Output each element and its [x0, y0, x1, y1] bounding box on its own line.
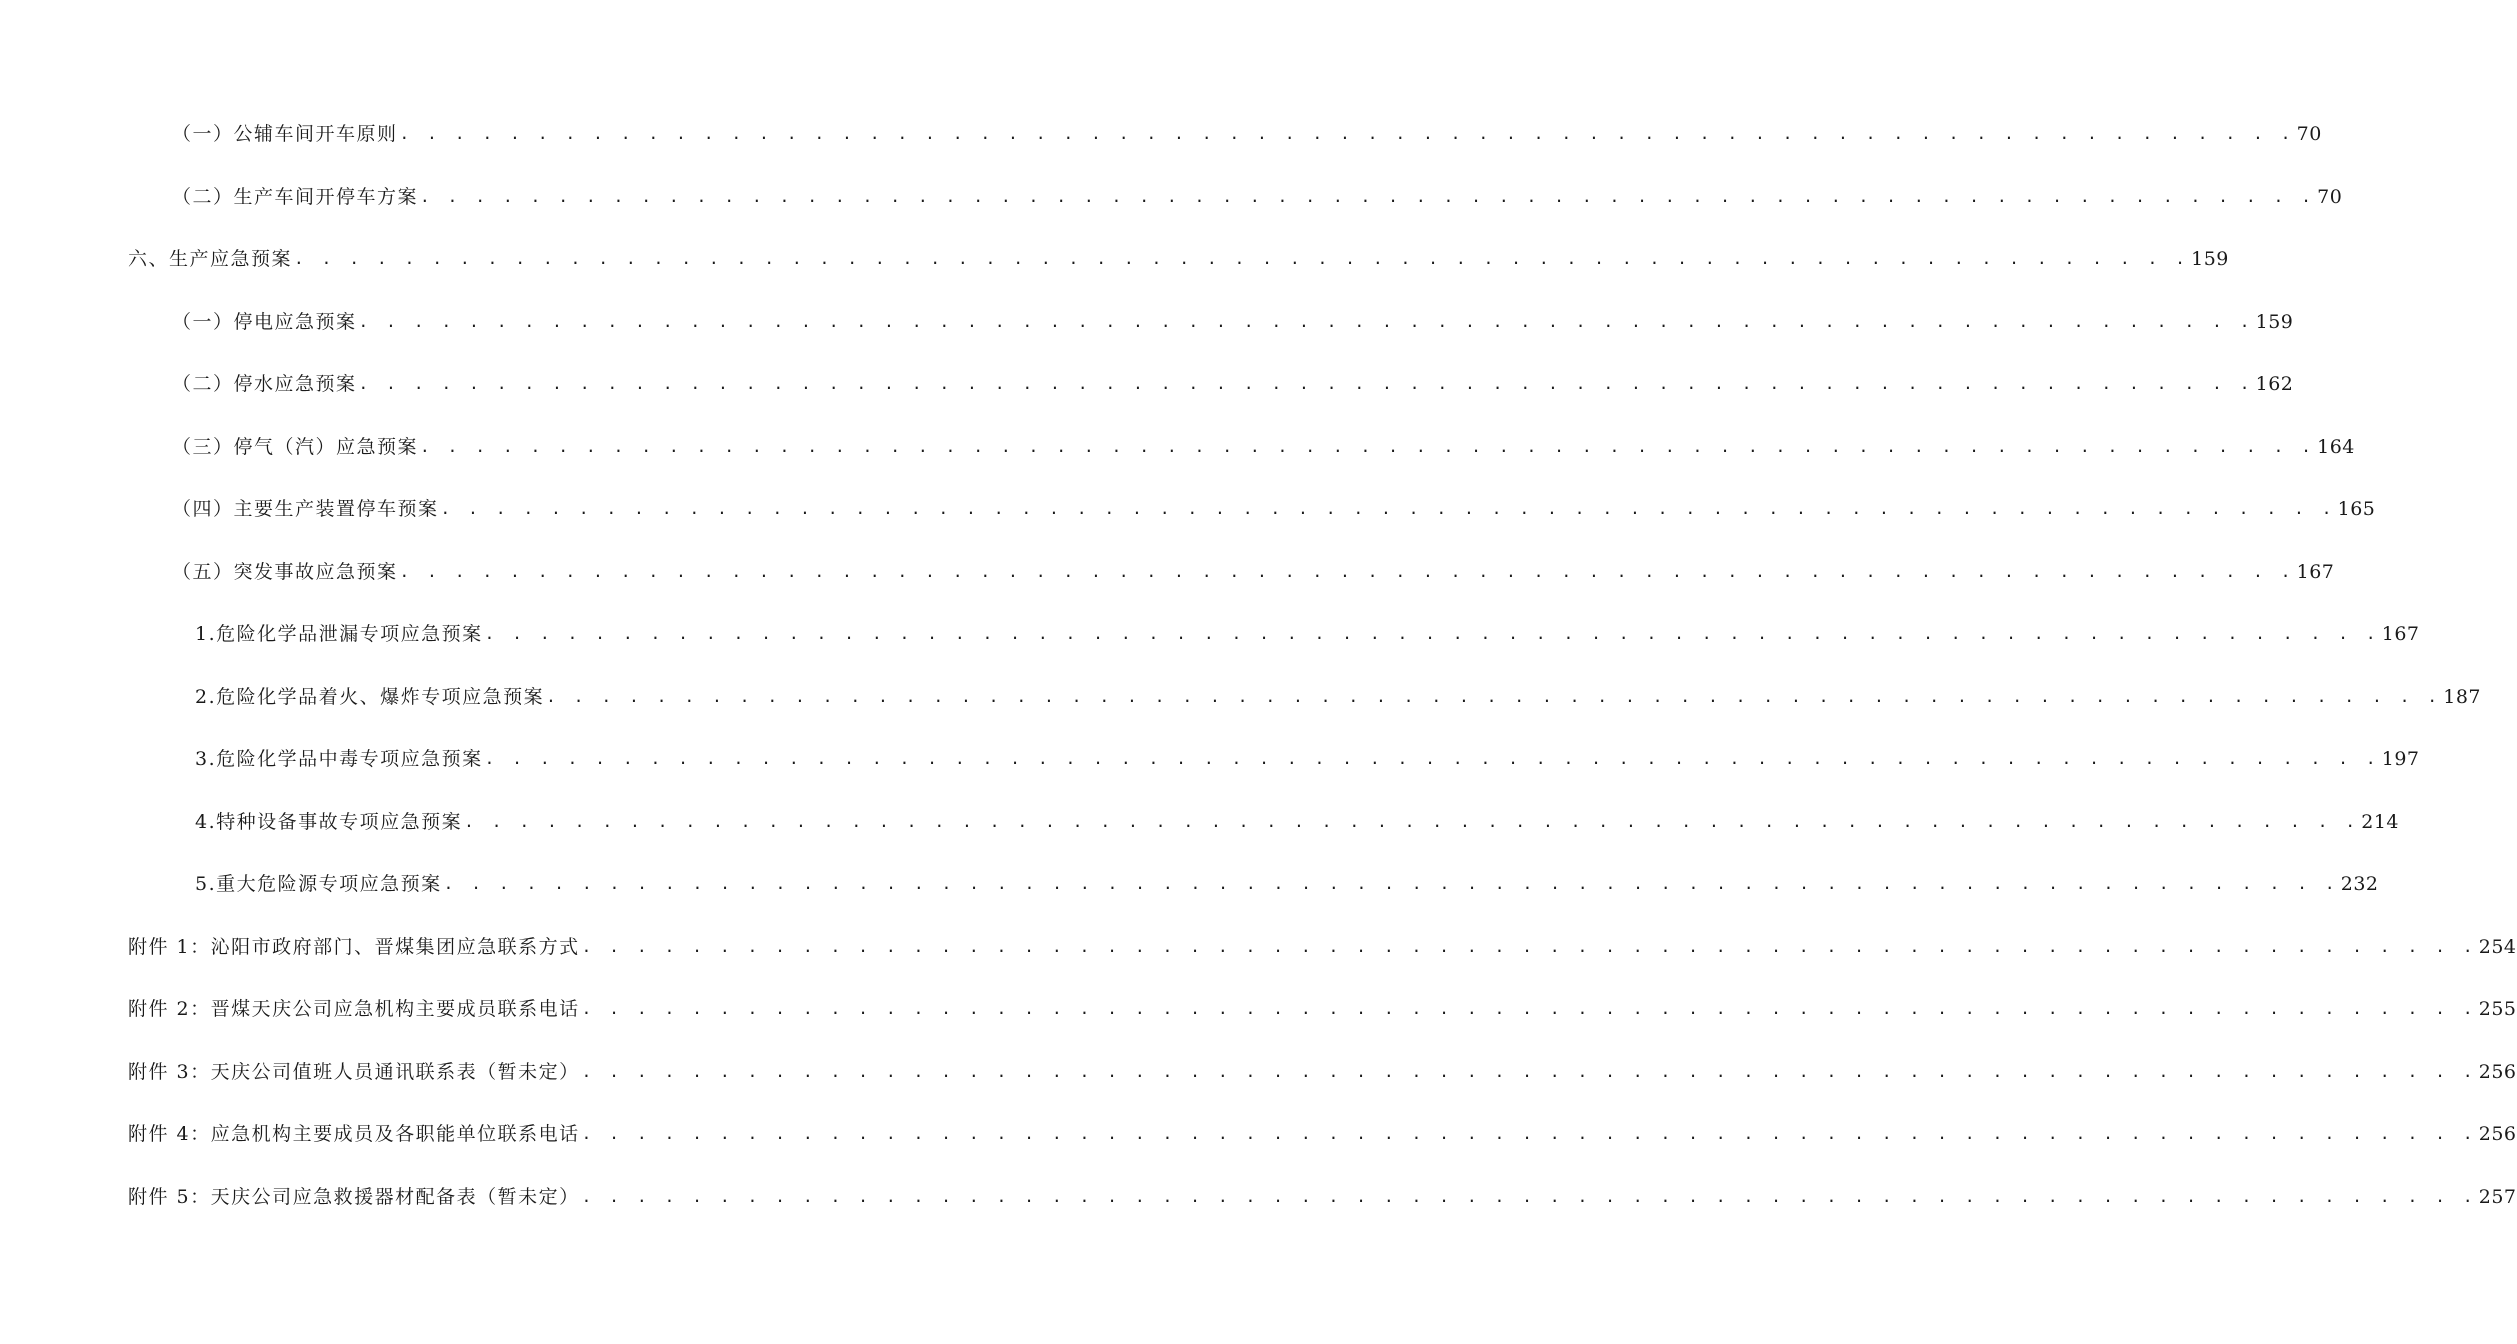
toc-dot-leader: . . . . . . . . . . . . . . . . . . . . . . . . . . . . . . . . . . . . . . . . . . . . . . . . . . . . . . . . . . . . . . . . . . . . .	[358, 311, 2254, 331]
toc-page-number: 214	[2361, 810, 2400, 833]
toc-dot-leader: . . . . . . . . . . . . . . . . . . . . . . . . . . . . . . . . . . . . . . . . . . . . . . . . . . . . . . . . . . . . . . . . . . . . .	[464, 811, 2360, 831]
toc-entry-title: 附件 2：晋煤天庆公司应急机构主要成员联系电话	[128, 998, 580, 1021]
toc-entry-title: （三）停气（汽）应急预案	[172, 435, 419, 458]
toc-entry-title: 附件 4：应急机构主要成员及各职能单位联系电话	[128, 1123, 580, 1146]
toc-dot-leader: . . . . . . . . . . . . . . . . . . . . . . . . . . . . . . . . . . . . . . . . . . . . . . . . . . . . . . . . . . . . . . . . . . . . .	[581, 1124, 2477, 1144]
toc-dot-leader: . . . . . . . . . . . . . . . . . . . . . . . . . . . . . . . . . . . . . . . . . . . . . . . . . . . . . . . . . . . . . . . . . . . . .	[581, 999, 2477, 1019]
toc-dot-leader: . . . . . . . . . . . . . . . . . . . . . . . . . . . . . . . . . . . . . . . . . . . . . . . . . . . . . . . . . . . . . . . . . . . . .	[443, 874, 2339, 894]
toc-entry[interactable]	[0, 228, 2229, 291]
toc-page-number: 197	[2381, 748, 2420, 771]
toc-entry[interactable]	[0, 1103, 2517, 1166]
toc-entry[interactable]	[0, 916, 2517, 979]
toc-page-number: 167	[2381, 623, 2420, 646]
toc-entry-title: 附件 1：沁阳市政府部门、晋煤集团应急联系方式	[128, 935, 580, 958]
toc-entry[interactable]	[0, 353, 2294, 416]
toc-dot-leader: . . . . . . . . . . . . . . . . . . . . . . . . . . . . . . . . . . . . . . . . . . . . . . . . . . . . . . . . . . . . . . . . . . . . .	[399, 124, 2295, 144]
toc-entry[interactable]	[0, 291, 2294, 354]
toc-entry-title: 1.危险化学品泄漏专项应急预案	[195, 623, 483, 646]
toc-entry[interactable]	[0, 1041, 2517, 1104]
toc-page-number: 187	[2443, 685, 2482, 708]
toc-entry-title: 附件 3：天庆公司值班人员通讯联系表（暂未定）	[128, 1060, 580, 1083]
toc-entry[interactable]	[0, 791, 2400, 854]
toc-entry-title: （二）停水应急预案	[172, 373, 357, 396]
toc-entry[interactable]	[0, 666, 2482, 729]
toc-entry[interactable]	[0, 728, 2420, 791]
toc-dot-leader: . . . . . . . . . . . . . . . . . . . . . . . . . . . . . . . . . . . . . . . . . . . . . . . . . . . . . . . . . . . . . . . . . . . . .	[581, 1186, 2477, 1206]
toc-entry-title: 4.特种设备事故专项应急预案	[195, 810, 463, 833]
toc-page-number: 165	[2337, 498, 2376, 521]
toc-entry-title: 六、生产应急预案	[128, 248, 293, 271]
toc-entry[interactable]	[0, 166, 2343, 229]
toc-entry-title: （五）突发事故应急预案	[172, 560, 398, 583]
toc-entry-title: 2.危险化学品着火、爆炸专项应急预案	[195, 685, 545, 708]
toc-entry-title: 附件 5：天庆公司应急救援器材配备表（暂未定）	[128, 1185, 580, 1208]
table-of-contents	[0, 103, 2517, 1228]
toc-entry[interactable]	[0, 603, 2420, 666]
toc-dot-leader: . . . . . . . . . . . . . . . . . . . . . . . . . . . . . . . . . . . . . . . . . . . . . . . . . . . . . . . . . . . . . . . . . . . . .	[358, 374, 2254, 394]
toc-entry-title: （一）公辅车间开车原则	[172, 123, 398, 146]
toc-page-number: 70	[2296, 123, 2322, 146]
toc-page-number: 70	[2317, 185, 2343, 208]
toc-dot-leader: . . . . . . . . . . . . . . . . . . . . . . . . . . . . . . . . . . . . . . . . . . . . . . . . . . . . . . . . . . . . . . . . . . . . .	[420, 186, 2316, 206]
toc-page-number: 232	[2340, 873, 2379, 896]
toc-dot-leader: . . . . . . . . . . . . . . . . . . . . . . . . . . . . . . . . . . . . . . . . . . . . . . . . . . . . . . . . . . . . . . . . . . . . .	[484, 749, 2380, 769]
toc-dot-leader: . . . . . . . . . . . . . . . . . . . . . . . . . . . . . . . . . . . . . . . . . . . . . . . . . . . . . . . . . . . . . . . . . . . . .	[294, 249, 2190, 269]
toc-page-number: 256	[2478, 1060, 2517, 1083]
toc-page-number: 162	[2255, 373, 2294, 396]
toc-page-number: 164	[2317, 435, 2355, 458]
toc-entry[interactable]	[0, 853, 2379, 916]
toc-page-number: 159	[2255, 310, 2294, 333]
toc-dot-leader: . . . . . . . . . . . . . . . . . . . . . . . . . . . . . . . . . . . . . . . . . . . . . . . . . . . . . . . . . . . . . . . . . . . . .	[484, 624, 2380, 644]
toc-dot-leader: . . . . . . . . . . . . . . . . . . . . . . . . . . . . . . . . . . . . . . . . . . . . . . . . . . . . . . . . . . . . . . . . . . . . .	[440, 499, 2336, 519]
toc-dot-leader: . . . . . . . . . . . . . . . . . . . . . . . . . . . . . . . . . . . . . . . . . . . . . . . . . . . . . . . . . . . . . . . . . . . . .	[581, 936, 2477, 956]
toc-entry-title: （四）主要生产装置停车预案	[172, 498, 439, 521]
toc-entry-title: （二）生产车间开停车方案	[172, 185, 419, 208]
toc-page-number: 256	[2478, 1123, 2517, 1146]
toc-entry[interactable]	[0, 541, 2335, 604]
toc-page-number: 255	[2478, 998, 2517, 1021]
toc-entry[interactable]	[0, 103, 2322, 166]
toc-page-number: 257	[2478, 1185, 2517, 1208]
toc-dot-leader: . . . . . . . . . . . . . . . . . . . . . . . . . . . . . . . . . . . . . . . . . . . . . . . . . . . . . . . . . . . . . . . . . . . . .	[420, 436, 2316, 456]
toc-entry[interactable]	[0, 416, 2355, 479]
toc-dot-leader: . . . . . . . . . . . . . . . . . . . . . . . . . . . . . . . . . . . . . . . . . . . . . . . . . . . . . . . . . . . . . . . . . . . . .	[546, 686, 2442, 706]
toc-dot-leader: . . . . . . . . . . . . . . . . . . . . . . . . . . . . . . . . . . . . . . . . . . . . . . . . . . . . . . . . . . . . . . . . . . . . .	[581, 1061, 2477, 1081]
toc-entry-title: 3.危险化学品中毒专项应急预案	[195, 748, 483, 771]
toc-entry[interactable]	[0, 978, 2517, 1041]
toc-entry[interactable]	[0, 478, 2376, 541]
toc-entry-title: （一）停电应急预案	[172, 310, 357, 333]
toc-page-number: 254	[2478, 935, 2517, 958]
toc-entry[interactable]	[0, 1166, 2517, 1229]
toc-entry-title: 5.重大危险源专项应急预案	[195, 873, 442, 896]
toc-dot-leader: . . . . . . . . . . . . . . . . . . . . . . . . . . . . . . . . . . . . . . . . . . . . . . . . . . . . . . . . . . . . . . . . . . . . .	[399, 561, 2295, 581]
toc-page-number: 159	[2191, 248, 2229, 271]
toc-page-number: 167	[2296, 560, 2335, 583]
